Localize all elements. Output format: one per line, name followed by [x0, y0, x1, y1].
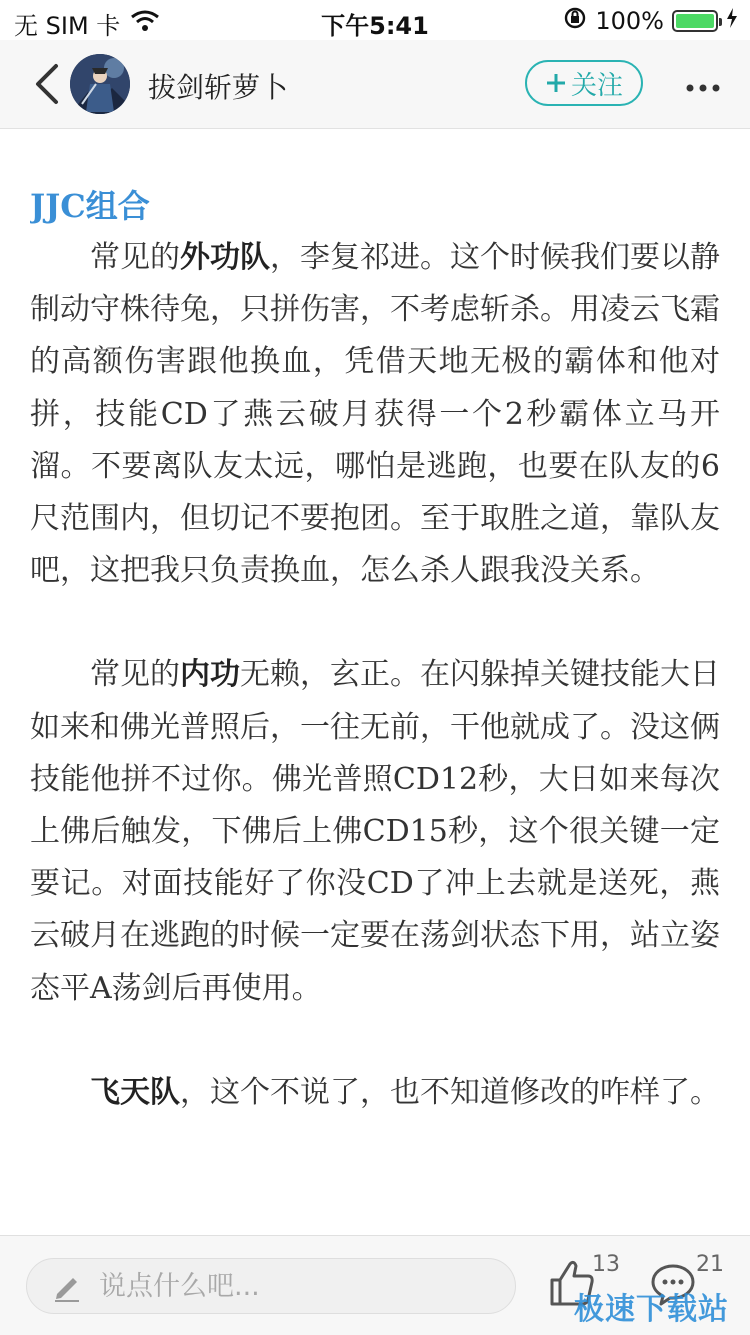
section-title: JJC组合	[30, 187, 150, 225]
status-right	[563, 6, 738, 36]
like-count: 13	[592, 1252, 620, 1277]
back-chevron-icon	[30, 62, 66, 106]
more-options-button[interactable]	[686, 78, 720, 88]
comment-input[interactable]	[97, 1270, 481, 1303]
paragraph-text: ，李复祁进。这个时候我们要以静制动守株待兔，只拼伤害，不考虑斩杀。用凌云飞霜的高额伤害跟他换血，凭借天地无极的霸体和他对拼，技能CD了燕云破月获得一个2秒霸体立马开溜。不要离队友太远，哪怕是逃跑，也要在队友的6尺范围内，但切记不要抱团。至于取胜之道，靠队友吧，这把我只负责换血，怎么杀人跟我没关系。	[30, 240, 720, 589]
paragraph-keyword: 外功队	[180, 240, 270, 275]
more-dots-icon	[686, 83, 720, 93]
plus-icon	[545, 72, 567, 94]
author-avatar[interactable]	[70, 54, 130, 114]
carrier-label: 无 SIM 卡	[14, 12, 121, 40]
follow-label: 关注	[570, 70, 623, 101]
comment-box[interactable]	[26, 1258, 516, 1314]
paragraph-lead: 常见的	[90, 240, 180, 275]
bottom-bar	[0, 1235, 750, 1335]
paragraph-flying-team	[30, 1067, 720, 1119]
charging-icon	[726, 7, 738, 35]
paragraph-keyword: 飞天队	[90, 1074, 180, 1110]
paragraph-spacer	[30, 597, 720, 649]
battery-icon	[672, 10, 718, 32]
status-time: 下午5:41	[321, 12, 429, 40]
pencil-icon	[51, 1270, 83, 1302]
paragraph-spacer	[30, 1015, 720, 1067]
paragraph-text: 无赖，玄正。在闪躲掉关键技能大日如来和佛光普照后，一往无前，干他就成了。没这俩技能他拼不过你。佛光普照CD12秒，大日如来每次上佛后触发，下佛后上佛CD15秒，这个很关键一定要记。对面技能好了你没CD了冲上去就是送死，燕云破月在逃跑的时候一定要在荡剑状态下用，站立姿态平A荡剑后再使用。	[30, 657, 720, 1006]
site-watermark: 极速下载站	[574, 1292, 729, 1327]
follow-button[interactable]	[525, 60, 643, 106]
battery-percent: 100%	[595, 7, 664, 35]
paragraph-text: ，这个不说了，也不知道修改的咋样了。	[180, 1074, 720, 1110]
paragraph-inner-team	[30, 649, 720, 1014]
back-button[interactable]	[30, 62, 66, 106]
paragraph-lead: 常见的	[90, 657, 180, 693]
nav-bar	[0, 40, 750, 129]
orientation-lock-icon	[563, 6, 587, 36]
paragraph-outer-team	[30, 232, 720, 597]
paragraph-keyword: 内功	[180, 657, 240, 693]
status-bar	[0, 0, 750, 40]
author-name[interactable]: 拔剑斩萝卜	[148, 71, 289, 104]
article-body	[30, 180, 720, 1235]
comment-count: 21	[696, 1252, 724, 1277]
